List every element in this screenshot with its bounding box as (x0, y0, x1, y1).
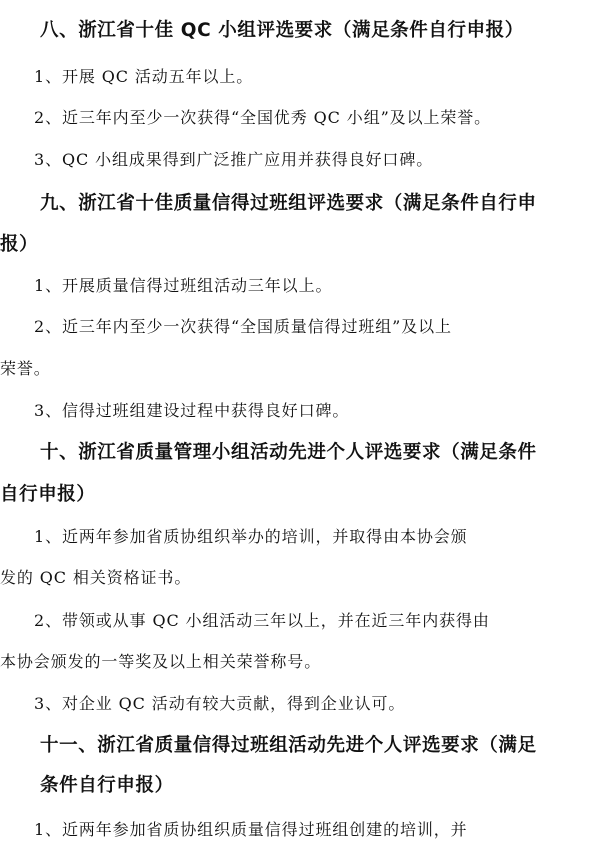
section-10-item-3: 3、对企业 QC 活动有较大贡献，得到企业认可。 (34, 694, 406, 713)
section-11-heading-line-2: 条件自行申报） (40, 775, 174, 796)
section-9-heading-line-1: 九、浙江省十佳质量信得过班组评选要求（满足条件自行申 (40, 193, 537, 214)
section-8-item-3: 3、QC 小组成果得到广泛推广应用并获得良好口碑。 (34, 150, 434, 169)
section-9-item-3: 3、信得过班组建设过程中获得良好口碑。 (34, 401, 350, 420)
section-10-item-2-line-1: 2、带领或从事 QC 小组活动三年以上，并在近三年内获得由 (34, 611, 490, 630)
section-10-heading-line-2: 自行申报） (0, 484, 96, 505)
section-10-heading-line-1: 十、浙江省质量管理小组活动先进个人评选要求（满足条件 (40, 442, 537, 463)
section-9-item-1: 1、开展质量信得过班组活动三年以上。 (34, 276, 333, 295)
section-10-item-1-line-1: 1、近两年参加省质协组织举办的培训，并取得由本协会颁 (34, 527, 468, 546)
section-8-item-1: 1、开展 QC 活动五年以上。 (34, 67, 254, 86)
section-10-item-2-line-2: 本协会颁发的一等奖及以上相关荣誉称号。 (0, 652, 322, 671)
section-8-heading: 八、浙江省十佳 QC 小组评选要求（满足条件自行申报） (40, 20, 524, 41)
section-11-heading-line-1: 十一、浙江省质量信得过班组活动先进个人评选要求（满足 (40, 735, 537, 756)
section-8-item-2: 2、近三年内至少一次获得“全国优秀 QC 小组”及以上荣誉。 (34, 108, 492, 127)
section-10-item-1-line-2: 发的 QC 相关资格证书。 (0, 568, 192, 587)
section-9-heading-line-2: 报） (0, 234, 39, 255)
section-9-item-2-line-2: 荣誉。 (0, 359, 51, 378)
section-9-item-2-line-1: 2、近三年内至少一次获得“全国质量信得过班组”及以上 (34, 317, 452, 336)
section-11-item-1-line-1: 1、近两年参加省质协组织质量信得过班组创建的培训，并 (34, 820, 468, 839)
